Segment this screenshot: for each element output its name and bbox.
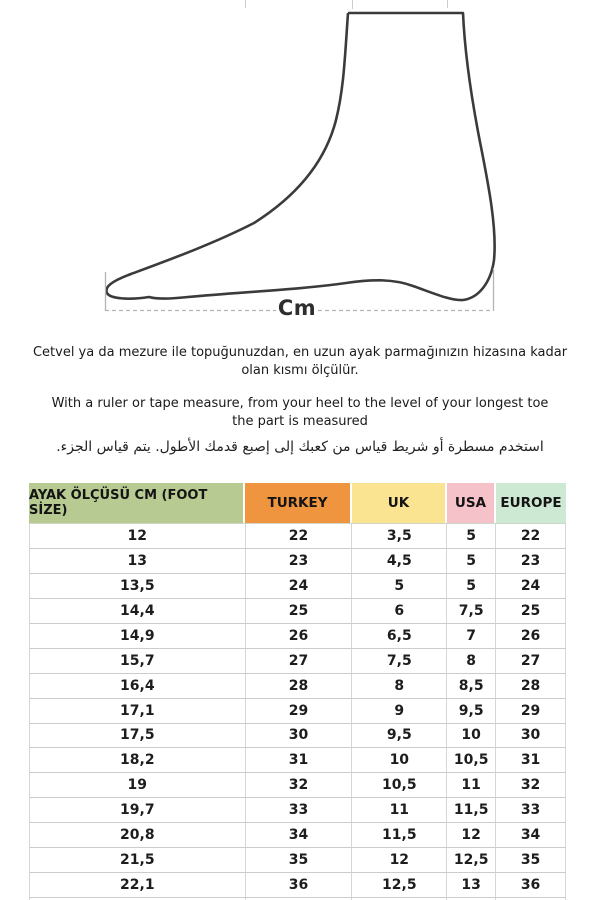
instruction-turkish (30, 344, 570, 380)
table-cell: 36 (246, 873, 353, 897)
table-cell: 25 (496, 599, 566, 623)
table-cell: 23 (246, 549, 353, 573)
table-cell: 7,5 (447, 599, 496, 623)
table-row (30, 624, 566, 649)
table-cell: 19 (30, 773, 246, 797)
table-cell: 9,5 (352, 724, 447, 748)
table-cell: 33 (496, 798, 566, 822)
table-cell: 21,5 (30, 848, 246, 872)
table-cell: 27 (496, 649, 566, 673)
size-table-header (29, 483, 566, 523)
table-cell: 10 (352, 748, 447, 772)
table-cell: 6 (352, 599, 447, 623)
table-row (30, 674, 566, 699)
table-cell: 25 (246, 599, 353, 623)
table-cell: 30 (246, 724, 353, 748)
table-row (30, 549, 566, 574)
table-cell: 36 (496, 873, 566, 897)
table-cell: 16,4 (30, 674, 246, 698)
table-cell: 35 (246, 848, 353, 872)
table-cell: 29 (246, 699, 353, 723)
table-cell: 18,2 (30, 748, 246, 772)
table-cell: 34 (496, 823, 566, 847)
table-cell: 11,5 (352, 823, 447, 847)
table-cell: 24 (246, 574, 353, 598)
table-cell: 27 (246, 649, 353, 673)
table-cell: 5 (447, 549, 496, 573)
table-cell: 32 (496, 773, 566, 797)
table-cell: 10,5 (352, 773, 447, 797)
table-cell: 14,4 (30, 599, 246, 623)
table-cell: 10 (447, 724, 496, 748)
table-cell: 13 (30, 549, 246, 573)
column-header-europe: EUROPE (496, 483, 566, 523)
table-row (30, 873, 566, 898)
table-cell: 22 (246, 524, 353, 548)
table-cell: 26 (496, 624, 566, 648)
instruction-turkish-line1: Cetvel ya da mezure ile topuğunuzdan, en uzun ayak parmağınızın hizasına kadar (32, 345, 568, 360)
instruction-english (30, 395, 570, 431)
table-cell: 23 (496, 549, 566, 573)
table-cell: 13,5 (30, 574, 246, 598)
table-cell: 33 (246, 798, 353, 822)
table-cell: 12 (30, 524, 246, 548)
table-cell: 11 (352, 798, 447, 822)
table-cell: 12,5 (352, 873, 447, 897)
table-cell: 12 (447, 823, 496, 847)
table-cell: 6,5 (352, 624, 447, 648)
table-cell: 31 (246, 748, 353, 772)
table-cell: 8 (447, 649, 496, 673)
table-cell: 32 (246, 773, 353, 797)
table-row (30, 798, 566, 823)
table-cell: 7,5 (352, 649, 447, 673)
table-row (30, 823, 566, 848)
table-row (30, 599, 566, 624)
column-header-usa: USA (447, 483, 496, 523)
table-cell: 20,8 (30, 823, 246, 847)
top-tick-marks (246, 0, 448, 9)
column-header-foot-size: AYAK ÖLÇÜSÜ CM (FOOT SİZE) (29, 483, 245, 523)
table-cell: 9 (352, 699, 447, 723)
table-row (30, 848, 566, 873)
table-cell: 31 (496, 748, 566, 772)
column-header-turkey: TURKEY (245, 483, 352, 523)
size-table (29, 483, 566, 900)
table-cell: 12,5 (447, 848, 496, 872)
table-cell: 12 (352, 848, 447, 872)
table-cell: 28 (496, 674, 566, 698)
table-cell: 3,5 (352, 524, 447, 548)
table-cell: 9,5 (447, 699, 496, 723)
table-cell: 5 (447, 574, 496, 598)
instruction-turkish-line2: olan kısmı ölçülür. (241, 363, 359, 378)
table-cell: 14,9 (30, 624, 246, 648)
table-cell: 28 (246, 674, 353, 698)
table-cell: 11,5 (447, 798, 496, 822)
table-cell: 7 (447, 624, 496, 648)
column-header-uk: UK (352, 483, 447, 523)
table-cell: 22,1 (30, 873, 246, 897)
table-cell: 24 (496, 574, 566, 598)
table-row (30, 748, 566, 773)
table-row (30, 699, 566, 724)
table-row (30, 773, 566, 798)
table-row (30, 724, 566, 749)
table-cell: 10,5 (447, 748, 496, 772)
table-row (30, 524, 566, 549)
table-row (30, 649, 566, 674)
table-row (30, 574, 566, 599)
instruction-arabic: استخدم مسطرة أو شريط قياس من كعبك إلى إصبع قدمك الأطول. يتم قياس الجزء. (56, 439, 544, 455)
table-cell: 30 (496, 724, 566, 748)
table-cell: 29 (496, 699, 566, 723)
table-cell: 34 (246, 823, 353, 847)
table-cell: 22 (496, 524, 566, 548)
table-cell: 13 (447, 873, 496, 897)
table-cell: 15,7 (30, 649, 246, 673)
size-table-body (29, 523, 566, 898)
table-cell: 5 (352, 574, 447, 598)
table-cell: 5 (447, 524, 496, 548)
table-cell: 4,5 (352, 549, 447, 573)
table-cell: 17,5 (30, 724, 246, 748)
foot-diagram (0, 0, 600, 335)
instruction-english-line2: the part is measured (232, 414, 368, 429)
table-cell: 26 (246, 624, 353, 648)
cm-measurement-label: Cm (277, 296, 317, 320)
table-cell: 17,1 (30, 699, 246, 723)
table-cell: 11 (447, 773, 496, 797)
table-cell: 8,5 (447, 674, 496, 698)
foot-outline (106, 13, 494, 300)
table-cell: 35 (496, 848, 566, 872)
table-cell: 19,7 (30, 798, 246, 822)
table-cell: 8 (352, 674, 447, 698)
instruction-english-line1: With a ruler or tape measure, from your heel to the level of your longest toe (51, 396, 549, 411)
